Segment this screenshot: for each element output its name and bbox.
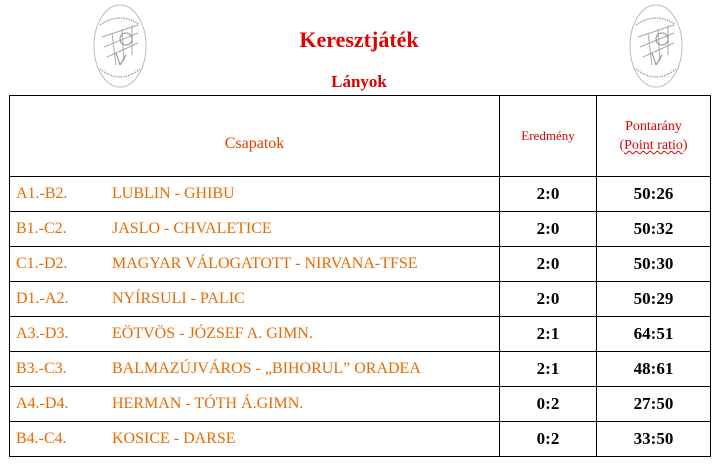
- header-ratio-line1: Pontarány: [625, 119, 682, 134]
- match-ratio: 48:61: [597, 352, 711, 387]
- match-cell: [10, 282, 500, 317]
- match-teams: NYÍRSULI - PALIC: [112, 290, 245, 307]
- match-pair: D1.-A2.: [16, 290, 69, 307]
- header-ratio-line2: Point ratio: [624, 138, 683, 153]
- match-pair: C1.-D2.: [16, 255, 68, 272]
- match-pair: A4.-D4.: [16, 395, 69, 412]
- match-teams: HERMAN - TÓTH Á.GIMN.: [112, 395, 304, 412]
- match-teams: LUBLIN - GHIBU: [112, 185, 235, 202]
- table-header-row: [10, 96, 711, 177]
- match-pair: B1.-C2.: [16, 220, 67, 237]
- header-teams: [10, 96, 500, 177]
- match-result: 2:0: [500, 247, 597, 282]
- table-row: [10, 177, 711, 212]
- match-teams: BALMAZÚJVÁROS - „BIHORUL” ORADEA: [112, 360, 421, 377]
- match-result: 2:0: [500, 282, 597, 317]
- match-teams: MAGYAR VÁLOGATOTT - NIRVANA-TFSE: [112, 255, 418, 272]
- match-ratio: 50:30: [597, 247, 711, 282]
- match-ratio: 50:26: [597, 177, 711, 212]
- page-title: Keresztjáték: [299, 27, 419, 52]
- match-ratio: 64:51: [597, 317, 711, 352]
- match-result: 0:2: [500, 422, 597, 457]
- match-result: 0:2: [500, 387, 597, 422]
- match-result: 2:0: [500, 177, 597, 212]
- header-teams-label: Csapatok: [224, 135, 285, 152]
- page-subtitle: Lányok: [331, 72, 387, 91]
- match-teams: JASLO - CHVALETICE: [112, 220, 272, 237]
- match-ratio: 50:32: [597, 212, 711, 247]
- results-table: [9, 95, 711, 457]
- table-row: [10, 282, 711, 317]
- match-cell: [10, 352, 500, 387]
- match-ratio: 33:50: [597, 422, 711, 457]
- match-cell: [10, 317, 500, 352]
- table-row: [10, 247, 711, 282]
- table-row: [10, 422, 711, 457]
- table-row: [10, 212, 711, 247]
- table-row: [10, 352, 711, 387]
- match-pair: B3.-C3.: [16, 360, 67, 377]
- table-row: [10, 387, 711, 422]
- match-pair: A1.-B2.: [16, 185, 68, 202]
- match-pair: A3.-D3.: [16, 325, 69, 342]
- match-result: 2:0: [500, 212, 597, 247]
- match-pair: B4.-C4.: [16, 430, 67, 447]
- match-cell: [10, 247, 500, 282]
- match-result: 2:1: [500, 352, 597, 387]
- match-cell: [10, 177, 500, 212]
- match-teams: EÖTVÖS - JÓZSEF A. GIMN.: [112, 325, 313, 342]
- header-result-label: Eredmény: [521, 128, 575, 143]
- match-cell: [10, 422, 500, 457]
- match-ratio: 50:29: [597, 282, 711, 317]
- header-result: [500, 96, 597, 177]
- match-cell: [10, 212, 500, 247]
- match-teams: KOSICE - DARSE: [112, 430, 236, 447]
- match-cell: [10, 387, 500, 422]
- header-ratio-close: ): [682, 138, 688, 153]
- table-row: [10, 317, 711, 352]
- header-point-ratio: [597, 96, 711, 177]
- header-ratio-open: (: [619, 138, 625, 153]
- match-result: 2:1: [500, 317, 597, 352]
- match-ratio: 27:50: [597, 387, 711, 422]
